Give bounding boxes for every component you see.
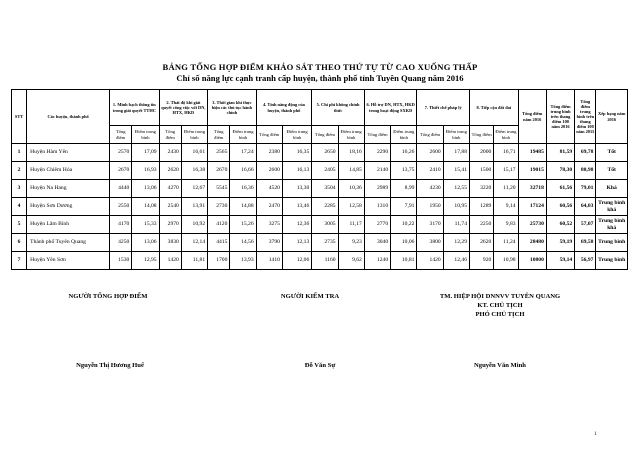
row-avg-cell: 15,17: [494, 162, 518, 180]
row-total-cell: 2285: [312, 198, 338, 216]
sub-total: Tổng điểm: [256, 126, 282, 144]
row-total-cell: 2600: [256, 162, 282, 180]
row-avg-cell: 15,33: [132, 216, 159, 234]
row-avg-cell: 17,24: [230, 144, 256, 162]
sub-avg: Điểm trung bình: [282, 126, 311, 144]
row-unit-name: Huyện Na Hang: [27, 180, 110, 198]
signer-right-position: PHÓ CHỦ TỊCH: [475, 311, 525, 318]
row-rank: Trung bình khá: [596, 198, 628, 216]
sub-total: Tổng điểm: [417, 126, 443, 144]
sub-avg: Điểm trung bình: [181, 126, 207, 144]
row-stt: 7: [12, 252, 27, 270]
row-avg-score: 61,56: [546, 180, 574, 198]
signer-left-title: NGƯỜI TỔNG HỢP ĐIỂM: [68, 293, 148, 300]
row-total-cell: 2565: [208, 144, 230, 162]
table-row: [12, 234, 628, 252]
row-total-cell: 2380: [256, 144, 282, 162]
row-avg-2015: 56,97: [575, 252, 596, 270]
row-total-cell: 3790: [256, 234, 282, 252]
table-row: [12, 198, 628, 216]
row-avg-cell: 11,17: [338, 216, 364, 234]
header-group-8: 8. Tiếp cận đất đai: [470, 90, 519, 126]
row-avg-cell: 10,92: [181, 216, 207, 234]
row-avg-cell: 10,98: [494, 252, 518, 270]
header-total-score: Tổng điểm năm 2016: [518, 90, 546, 144]
row-total-cell: 4230: [417, 180, 443, 198]
row-avg-score: 81,59: [546, 144, 574, 162]
sub-total: Tổng điểm: [470, 126, 494, 144]
table-row: [12, 162, 628, 180]
row-avg-cell: 12,58: [338, 198, 364, 216]
row-unit-name: Huyện Hàm Yên: [27, 144, 110, 162]
row-total-cell: 4250: [110, 234, 132, 252]
row-avg-score: 60,52: [546, 216, 574, 234]
row-total-cell: 2430: [159, 144, 181, 162]
sub-avg: Điểm trung bình: [338, 126, 364, 144]
sub-avg: Điểm trung bình: [391, 126, 417, 144]
header-group-1: 1. Minh bạch thông tin trong giải quyết TTHC: [110, 90, 160, 126]
row-total-cell: 2000: [470, 144, 494, 162]
row-unit-name: Huyện Sơn Dương: [27, 198, 110, 216]
row-avg-cell: 12,13: [282, 234, 311, 252]
row-total-cell: 2730: [208, 198, 230, 216]
row-avg-cell: 16,35: [282, 144, 311, 162]
row-stt: 4: [12, 198, 27, 216]
row-avg-cell: 12,29: [443, 234, 469, 252]
row-total-cell: 2405: [312, 162, 338, 180]
row-avg-cell: 10,06: [391, 234, 417, 252]
row-avg-2015: 64,03: [575, 198, 596, 216]
table-row: [12, 252, 628, 270]
row-total-cell: 3040: [364, 234, 390, 252]
row-total-cell: 3170: [417, 216, 443, 234]
row-total-cell: 3005: [312, 216, 338, 234]
row-total-cell: 1160: [312, 252, 338, 270]
row-total-cell: 1420: [159, 252, 181, 270]
signer-right-subtitle: KT. CHỦ TỊCH: [477, 302, 523, 309]
row-total-cell: 3220: [470, 180, 494, 198]
row-avg-cell: 14,88: [230, 198, 256, 216]
sub-total: Tổng điểm: [208, 126, 230, 144]
row-avg-score: 59,19: [546, 234, 574, 252]
row-avg-score: 59,14: [546, 252, 574, 270]
signer-left-name: Nguyễn Thị Hương Huế: [76, 362, 144, 369]
score-table: [11, 89, 628, 270]
row-total-cell: 1530: [110, 252, 132, 270]
row-total-cell: 2620: [159, 162, 181, 180]
row-avg-cell: 10,22: [391, 216, 417, 234]
row-total-cell: 4520: [256, 180, 282, 198]
row-avg-cell: 11,20: [494, 180, 518, 198]
row-total-cell: 1700: [208, 252, 230, 270]
document-subtitle: Chỉ số năng lực cạnh tranh cấp huyện, thành phố tỉnh Tuyên Quang năm 2016: [176, 73, 464, 83]
sub-avg: Điểm trung bình: [230, 126, 256, 144]
row-avg-cell: 10,36: [338, 180, 364, 198]
row-avg-2015: 69,78: [575, 144, 596, 162]
sub-avg: Điểm trung bình: [132, 126, 159, 144]
row-avg-cell: 11,24: [494, 234, 518, 252]
row-total-score: 10800: [518, 252, 546, 270]
row-total-cell: 4120: [208, 216, 230, 234]
row-avg-cell: 16,26: [391, 144, 417, 162]
header-group-6: 6. Hỗ trợ DN, HTX, HKD trong hoạt động SXKD: [364, 90, 417, 126]
row-total-score: 32718: [518, 180, 546, 198]
row-avg-cell: 9,23: [338, 234, 364, 252]
row-avg-cell: 13,06: [132, 234, 159, 252]
sub-total: Tổng điểm: [364, 126, 390, 144]
row-rank: Khá: [596, 180, 628, 198]
signer-right-name: Nguyễn Văn Minh: [474, 362, 526, 369]
row-avg-cell: 17,09: [132, 144, 159, 162]
row-avg-cell: 12,06: [282, 252, 311, 270]
row-avg-cell: 13,75: [391, 162, 417, 180]
row-avg-cell: 14,85: [338, 162, 364, 180]
row-total-cell: 2650: [312, 144, 338, 162]
row-avg-cell: 13,93: [230, 252, 256, 270]
header-group-3: 3. Thời gian khi thực hiện các thủ tục hành chính: [208, 90, 257, 126]
row-avg-cell: 16,66: [230, 162, 256, 180]
row-total-score: 17124: [518, 198, 546, 216]
sub-avg: Điểm trung bình: [443, 126, 469, 144]
row-avg-2015: 80,98: [575, 162, 596, 180]
row-total-cell: 2550: [110, 198, 132, 216]
row-avg-cell: 16,93: [132, 162, 159, 180]
row-total-cell: 3830: [159, 234, 181, 252]
sub-avg: Điểm trung bình: [494, 126, 518, 144]
row-total-cell: 5545: [208, 180, 230, 198]
row-avg-cell: 12,46: [443, 252, 469, 270]
row-avg-cell: 12,95: [132, 252, 159, 270]
row-total-cell: 2290: [364, 144, 390, 162]
row-avg-cell: 17,88: [443, 144, 469, 162]
document-title: BẢNG TỔNG HỢP ĐIỂM KHẢO SÁT THEO THỨ TỰ TỪ CAO XUỐNG THẤP: [162, 62, 478, 72]
row-avg-cell: 11,81: [181, 252, 207, 270]
row-avg-cell: 16,71: [494, 144, 518, 162]
row-total-cell: 920: [470, 252, 494, 270]
row-stt: 2: [12, 162, 27, 180]
header-group-2: 2. Thái độ khi giải quyết công việc với DN, HTX, HKD: [159, 90, 208, 126]
row-total-cell: 1240: [364, 252, 390, 270]
row-avg-cell: 15,41: [443, 162, 469, 180]
sub-total: Tổng điểm: [159, 126, 181, 144]
row-total-cell: 3275: [256, 216, 282, 234]
row-avg-2015: 69,58: [575, 234, 596, 252]
row-total-cell: 2620: [470, 234, 494, 252]
signer-right-title: TM. HIỆP HỘI DNNVV TUYÊN QUANG: [439, 293, 561, 300]
row-stt: 6: [12, 234, 27, 252]
row-avg-cell: 12,55: [443, 180, 469, 198]
row-unit-name: Huyện Chiêm Hóa: [27, 162, 110, 180]
row-total-cell: 4170: [110, 216, 132, 234]
row-avg-score: 60,56: [546, 198, 574, 216]
table-row: [12, 144, 628, 162]
row-total-cell: 3800: [417, 234, 443, 252]
row-total-cell: 2770: [364, 216, 390, 234]
row-rank: Tốt: [596, 144, 628, 162]
row-avg-cell: 10,81: [391, 252, 417, 270]
row-stt: 3: [12, 180, 27, 198]
page-number: 1: [594, 432, 597, 437]
sub-total: Tổng điểm: [312, 126, 338, 144]
header-avg-score: Tổng điểm trung bình trên thang điểm 100 năm 2016: [546, 90, 574, 144]
row-avg-cell: 10,95: [443, 198, 469, 216]
row-total-cell: 2540: [159, 198, 181, 216]
row-total-cell: 2140: [364, 162, 390, 180]
row-total-cell: 1310: [364, 198, 390, 216]
row-avg-cell: 13,91: [181, 198, 207, 216]
row-avg-cell: 8,99: [391, 180, 417, 198]
row-total-cell: 2970: [159, 216, 181, 234]
row-total-cell: 2570: [110, 144, 132, 162]
row-avg-cell: 9,14: [494, 198, 518, 216]
row-total-cell: 2250: [470, 216, 494, 234]
row-total-cell: 4415: [208, 234, 230, 252]
row-avg-cell: 15,26: [230, 216, 256, 234]
row-total-cell: 1410: [256, 252, 282, 270]
row-total-cell: 1289: [470, 198, 494, 216]
table-row: [12, 216, 628, 234]
row-total-cell: 2735: [312, 234, 338, 252]
row-avg-score: 78,30: [546, 162, 574, 180]
row-unit-name: Thành phố Tuyên Quang: [27, 234, 110, 252]
row-avg-cell: 11,74: [443, 216, 469, 234]
row-total-cell: 4270: [159, 180, 181, 198]
row-unit-name: Huyện Yên Sơn: [27, 252, 110, 270]
row-total-cell: 2670: [110, 162, 132, 180]
row-total-cell: 1420: [417, 252, 443, 270]
row-total-score: 19485: [518, 144, 546, 162]
row-avg-cell: 9,83: [494, 216, 518, 234]
row-total-cell: 2470: [256, 198, 282, 216]
row-total-cell: 1500: [470, 162, 494, 180]
row-avg-cell: 14,56: [230, 234, 256, 252]
header-unit: Các huyện, thành phố: [27, 90, 110, 144]
header-group-5: 5. Chi phí không chính thức: [312, 90, 365, 126]
row-avg-cell: 13,30: [282, 180, 311, 198]
row-avg-cell: 12,14: [181, 234, 207, 252]
row-avg-cell: 14,08: [132, 198, 159, 216]
row-total-cell: 1950: [417, 198, 443, 216]
row-avg-2015: 57,07: [575, 216, 596, 234]
row-unit-name: Huyện Lâm Bình: [27, 216, 110, 234]
row-avg-cell: 12,36: [282, 216, 311, 234]
row-total-score: 28480: [518, 234, 546, 252]
signer-middle-title: NGƯỜI KIỂM TRA: [280, 293, 340, 300]
header-stt: STT: [12, 90, 27, 144]
row-total-cell: 4440: [110, 180, 132, 198]
row-avg-cell: 18,16: [338, 144, 364, 162]
row-avg-cell: 9,62: [338, 252, 364, 270]
row-total-score: 25730: [518, 216, 546, 234]
row-avg-cell: 7,91: [391, 198, 417, 216]
row-rank: Tốt: [596, 162, 628, 180]
row-total-cell: 2989: [364, 180, 390, 198]
header-avg-2015: Tổng điểm trung bình trên thang điểm 100 năm 2015: [575, 90, 596, 144]
row-rank: Trung bình: [596, 252, 628, 270]
row-rank: Trung bình khá: [596, 216, 628, 234]
row-stt: 1: [12, 144, 27, 162]
sub-total: Tổng điểm: [110, 126, 132, 144]
header-rank: Xếp hạng năm 2016: [596, 90, 628, 144]
signer-middle-name: Đỗ Văn Sự: [304, 362, 336, 369]
row-total-cell: 3504: [312, 180, 338, 198]
header-group-4: 4. Tính năng động của huyện, thành phố: [256, 90, 312, 126]
row-avg-cell: 16,38: [181, 162, 207, 180]
row-stt: 5: [12, 216, 27, 234]
row-total-cell: 2670: [208, 162, 230, 180]
row-rank: Trung bình: [596, 234, 628, 252]
row-total-cell: 2410: [417, 162, 443, 180]
row-avg-cell: 16,36: [230, 180, 256, 198]
row-avg-cell: 16,61: [181, 144, 207, 162]
row-avg-cell: 12,67: [181, 180, 207, 198]
row-avg-cell: 13,46: [282, 198, 311, 216]
row-avg-cell: 16,13: [282, 162, 311, 180]
header-group-7: 7. Thiết chế pháp lý: [417, 90, 470, 126]
row-avg-cell: 13,06: [132, 180, 159, 198]
row-avg-2015: 79,01: [575, 180, 596, 198]
row-total-score: 19015: [518, 162, 546, 180]
row-total-cell: 2600: [417, 144, 443, 162]
table-row: [12, 180, 628, 198]
